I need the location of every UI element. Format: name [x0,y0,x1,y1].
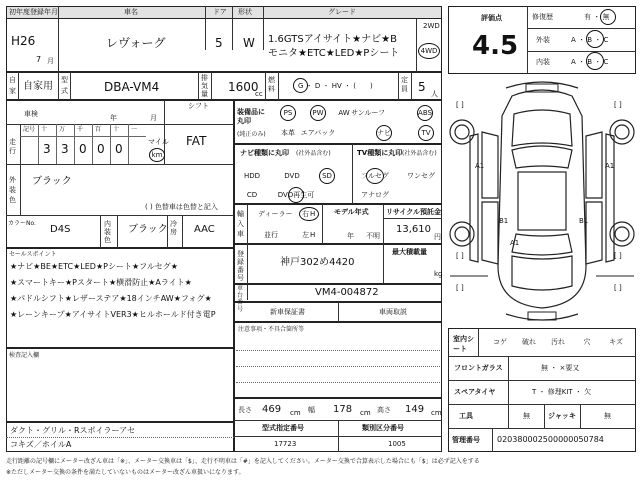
divider [544,404,545,428]
mileage-cell-divider [56,124,57,164]
exterior-grade-label: 外装 [536,36,550,44]
equipment-item: PS [283,109,293,117]
dealer-label: ディーラー [258,210,293,218]
class-number-label: 類別区分番号 [362,424,404,432]
sales-point-line: ★パドルシフト★レザーステア★18インチAW★フォグ★ [10,294,212,303]
bracket-mark: [ ] [456,284,464,292]
equipment-item-circle [280,105,296,121]
capacity-label: 定員 [401,76,408,93]
shaken-month-unit: 月 [150,114,157,122]
damage-a1-rear: A1 [510,239,520,247]
seat-condition-item: コゲ [493,338,507,346]
equipment-item-circle [310,105,326,121]
jack-value: 無 [604,412,611,420]
fuel-options: G ・ D ・ HV ・ ( ) [298,82,373,90]
divider [265,72,266,100]
divider [416,19,417,72]
equipment-item: ナビ [377,129,391,137]
divider [198,72,199,100]
ac-type: AAC [194,224,215,235]
mgmt-number: 020380002500000050784 [497,435,604,444]
model-year-label: モデル年式 [334,208,369,216]
divider [352,144,353,204]
divider [338,420,339,452]
tv-item: アナログ [361,191,389,199]
height-unit: cm [431,409,442,417]
color-label-2: 装 [9,186,16,194]
notes-title: 注意事項・不具合箇所等 [238,326,305,333]
capacity: 5 [418,80,426,94]
divider [6,164,234,165]
repair-label: 修復歴 [532,13,553,21]
width-label: 幅 [308,406,315,414]
bracket-mark: [ ] [614,284,622,292]
tv-item: ワンセグ [407,172,435,180]
car-outline-svg [448,76,636,326]
divider [100,215,101,248]
equipment-title: 装備品に丸印 [237,108,265,125]
sales-point-line: ★レーンキープ★アイサイトVER3★ヒルホールド付き電P [10,310,216,319]
navi-item: HDD [243,172,261,180]
mileage-digit: 0 [97,142,105,156]
history-doc: 車両取説 [379,308,407,316]
ac-label: 冷房 [170,220,177,236]
model-code: DBA-VM4 [104,80,160,94]
divider [58,72,59,100]
width-unit: cm [360,409,371,417]
length-label: 長さ [238,406,252,414]
width-value: 178 [333,404,353,415]
tools-value: 無 [523,412,530,420]
divider [6,437,234,438]
displacement: 1600 [228,80,259,94]
model-year-unit: 年 [347,232,354,240]
mileage-digit: 0 [115,142,123,156]
equipment-item: PW [312,109,324,117]
divider [205,6,206,50]
use-label-2: 家 [9,87,16,95]
model-label-2: 式 [61,87,68,95]
divider [18,72,19,100]
chassis-number: VM4-004872 [315,287,379,298]
max-load-label: 最大積載量 [392,248,427,256]
damage-a1-left: A1 [475,162,485,170]
sales-point-label: セールスポイント [9,251,57,258]
mileage-unit-label: 十 [113,126,120,133]
left-hand-label: 左 [302,231,309,239]
mileage-cell-divider [128,124,129,164]
type-number-label: 型式指定番号 [262,424,304,432]
import-label-3: 車 [237,230,244,238]
seat-condition-item: 穴 [583,338,591,346]
equipment-item-circle [417,105,433,121]
divider [117,215,118,248]
notes-line [236,382,440,383]
navi-item: SD [322,172,332,180]
length-unit: cm [290,409,301,417]
right-handle-unit: H [310,210,316,218]
divider [492,428,493,452]
divider [448,380,636,381]
divider [383,204,384,244]
navi-title: ナビ種類に丸印 [240,149,289,157]
divider [383,218,442,219]
mileage-unit-label: 十 [41,126,48,133]
divider [383,244,384,284]
navi-item-circle [288,187,304,203]
divider [527,51,636,52]
plate-label: 登録番号 [237,250,244,282]
km-unit: km [151,151,163,159]
equipment-item: サンルーフ [350,109,386,117]
navi-item-circle [319,168,335,184]
interior-grade-label: 内装 [536,58,550,66]
tv-item: フルセグ [361,172,389,180]
mileage-unit-label: 千 [77,126,84,133]
damage-b1-right: B1 [579,217,589,225]
equipment-item-circle [376,125,392,141]
spare-value: T ・ 修理KIT ・ 欠 [532,388,592,396]
divider [247,204,248,244]
glass-label: フロントガラス [454,364,503,372]
exterior-grade-circle [586,30,604,48]
mileage-digit: 3 [43,142,51,156]
equipment-item: 本革 [281,129,295,137]
jack-label: ジャッキ [548,412,576,420]
bracket-mark: [ ] [614,101,622,109]
exterior-color: ブラック [32,176,72,187]
sales-point-line: ★スマートキー★Pスタート★横滑防止★Aライト★ [10,278,192,287]
divider [448,428,636,429]
grade-label: グレード [328,8,356,16]
divider [278,72,279,100]
navi-item: CD [246,191,258,199]
mileage-digit: 0 [79,142,87,156]
notes-line [236,350,440,351]
shaken-year-unit: 年 [110,114,117,122]
notes-line [236,366,440,367]
mile-note: マイル [148,138,169,146]
divider [6,215,234,216]
footer-line-1: 走行距離の記号欄にメーター改ざん車は「※」、メーター交換車は「$」、走行不明車は「#」を記入してください。メーター交換で合算表示した場合にも「$」は必ず記入をする [6,458,480,465]
class-number: 1005 [388,440,406,448]
kg-unit: kg [434,270,443,278]
km-circle [149,148,165,162]
tv-title: TV種類に丸印 [357,149,403,157]
equipment-item: ABS [418,109,432,117]
warranty-doc: 新車保証書 [270,308,305,316]
seat-condition-item: キズ [609,338,623,346]
shift-label: シフト [188,102,209,110]
shaken-label: 車検 [24,110,38,118]
door-label: ドア [213,8,227,16]
tv-note: (社外品含む) [402,150,437,157]
glass-value: 無 ・ ×要又 [541,364,580,372]
first-reg-month: 7 [36,55,42,64]
mileage-cell-divider [92,124,93,164]
car-name: レヴォーグ [106,36,166,50]
navi-note: (社外品含む) [296,150,331,157]
equipment-item: TV [421,129,431,137]
mileage-cell-divider [38,124,39,164]
score-label: 評価点 [481,14,502,22]
divider [448,404,636,405]
interior-grade-options: A ・ B ・ C [571,58,609,66]
bracket-mark: [ ] [456,252,464,260]
bracket-mark: [ ] [456,101,464,109]
car-name-label: 車名 [124,8,138,16]
seat-label: 室内シート [453,335,474,353]
recycle-fee: 13,610 [396,224,431,235]
import-label-2: 入 [237,220,244,228]
fuel-label: 燃料 [268,76,275,93]
interior-color-label: 内装色 [104,220,111,244]
damage-b1-left: B1 [499,217,509,225]
registration-row [6,72,442,100]
mileage-unit-label: 記号 [23,126,36,133]
divider [527,6,528,74]
divider [232,6,233,50]
body-shape: W [243,36,255,50]
recycle-label: リサイクル預託金 [386,208,442,216]
use-label-1: 自 [9,76,16,84]
divider [322,204,323,244]
length-value: 469 [262,404,282,415]
divider [448,356,636,357]
sales-point-line: ★ナビ★BE★ETC★LED★Pシート★フルセグ★ [10,262,178,271]
first-reg-label: 初年度登録年月 [9,8,58,16]
grade-line-1: 1.6GTSアイサイト★ナビ★B [268,34,397,45]
divider [411,72,412,100]
tv-item-circle [366,168,384,184]
shape-label: 形状 [238,8,252,16]
mileage-label: 走行 [9,138,16,155]
mileage-unit-label: 万 [59,126,66,133]
drive-2wd-label: 2WD [423,22,440,30]
color-note: ( ) 色替車は色替と記入 [145,203,218,211]
equipment-item-circle [418,125,434,141]
grade-line-2: モニタ★ETC★LED★Pシート [268,48,400,59]
car-damage-diagram [448,76,636,326]
exterior-grade-options: A ・ B ・ C [571,36,609,44]
damage-a1-right: A1 [605,162,615,170]
mileage-digit: 3 [61,142,69,156]
mileage-cell-divider [74,124,75,164]
parts-line-2: コキズ／ホイルA [10,440,72,449]
tools-label: 工具 [459,412,473,420]
shift-value: FAT [186,134,207,148]
divider [263,6,264,50]
repair-options: 有 ・ 無 [584,13,610,21]
import-label-1: 輸 [237,210,244,218]
seat-condition-item: 汚れ [551,338,565,346]
mileage-header-line [20,136,146,137]
interior-color: ブラック [128,224,168,235]
navi-item: DVD [284,172,300,180]
color-code: D4S [50,224,71,235]
height-value: 149 [405,404,425,415]
mileage-unit-label: 一 [131,126,138,133]
interior-grade-circle [586,52,604,70]
chassis-label: 車台番号 [237,285,244,313]
divider [478,328,479,356]
left-handle-unit: H [310,231,316,239]
divider [580,404,581,428]
recycle-unit: 円 [434,233,441,241]
first-reg-month-unit: 月 [47,57,54,65]
use-type: 自家用 [23,81,53,92]
equipment-item: AW [338,109,350,117]
equipment-subtitle: (純正のみ) [237,131,266,138]
repair-none-circle [600,9,616,25]
door-count: 5 [215,36,223,50]
divider [211,72,212,100]
mileage-unit-label: 百 [95,126,102,133]
drive-4wd-circle [418,43,440,59]
divider [398,72,399,100]
mileage-grid [20,124,164,164]
cc-unit: cc [255,90,263,98]
right-hand-circle [299,207,319,221]
divider [508,356,509,428]
model-label-1: 型 [61,76,68,84]
seat-condition-item: 破れ [522,338,536,346]
color-code-label: カラーNo. [8,220,36,227]
model-year-value: 不明 [366,232,380,240]
divider [338,302,339,322]
height-label: 高さ [377,406,391,414]
bracket-mark: [ ] [614,252,622,260]
spare-label: スペアタイヤ [454,388,496,396]
score-value: 4.5 [472,31,519,61]
divider [70,72,71,100]
plate-number: 神戸302め4420 [280,257,355,268]
inspector-label: 検査記入欄 [9,352,40,359]
color-label-3: 色 [9,196,16,204]
navi-item: DVD再生可 [277,191,315,199]
type-number: 17723 [274,440,297,448]
first-reg-year: H26 [11,34,36,48]
mileage-cell-divider [110,124,111,164]
capacity-unit: 人 [431,90,438,98]
color-label-1: 外 [9,176,16,184]
drive-4wd: 4WD [420,47,438,55]
displacement-label: 排気量 [201,74,208,98]
fuel-selected-circle [293,78,308,93]
equipment-item: エアバック [300,129,336,137]
divider [182,215,183,248]
parts-line-1: ダクト・グリル・Rスポイラーアセ [10,426,136,435]
divider [58,6,59,72]
inspector-block [6,348,234,422]
parallel-label: 並行 [264,231,278,239]
footer-line-2: ※ただしメーター交換の条件を満たしていないものはメーター改ざん車扱いになります。 [6,469,245,476]
mgmt-label: 管理番号 [452,436,480,444]
right-hand-label: 右 [302,210,309,218]
divider [527,28,636,29]
